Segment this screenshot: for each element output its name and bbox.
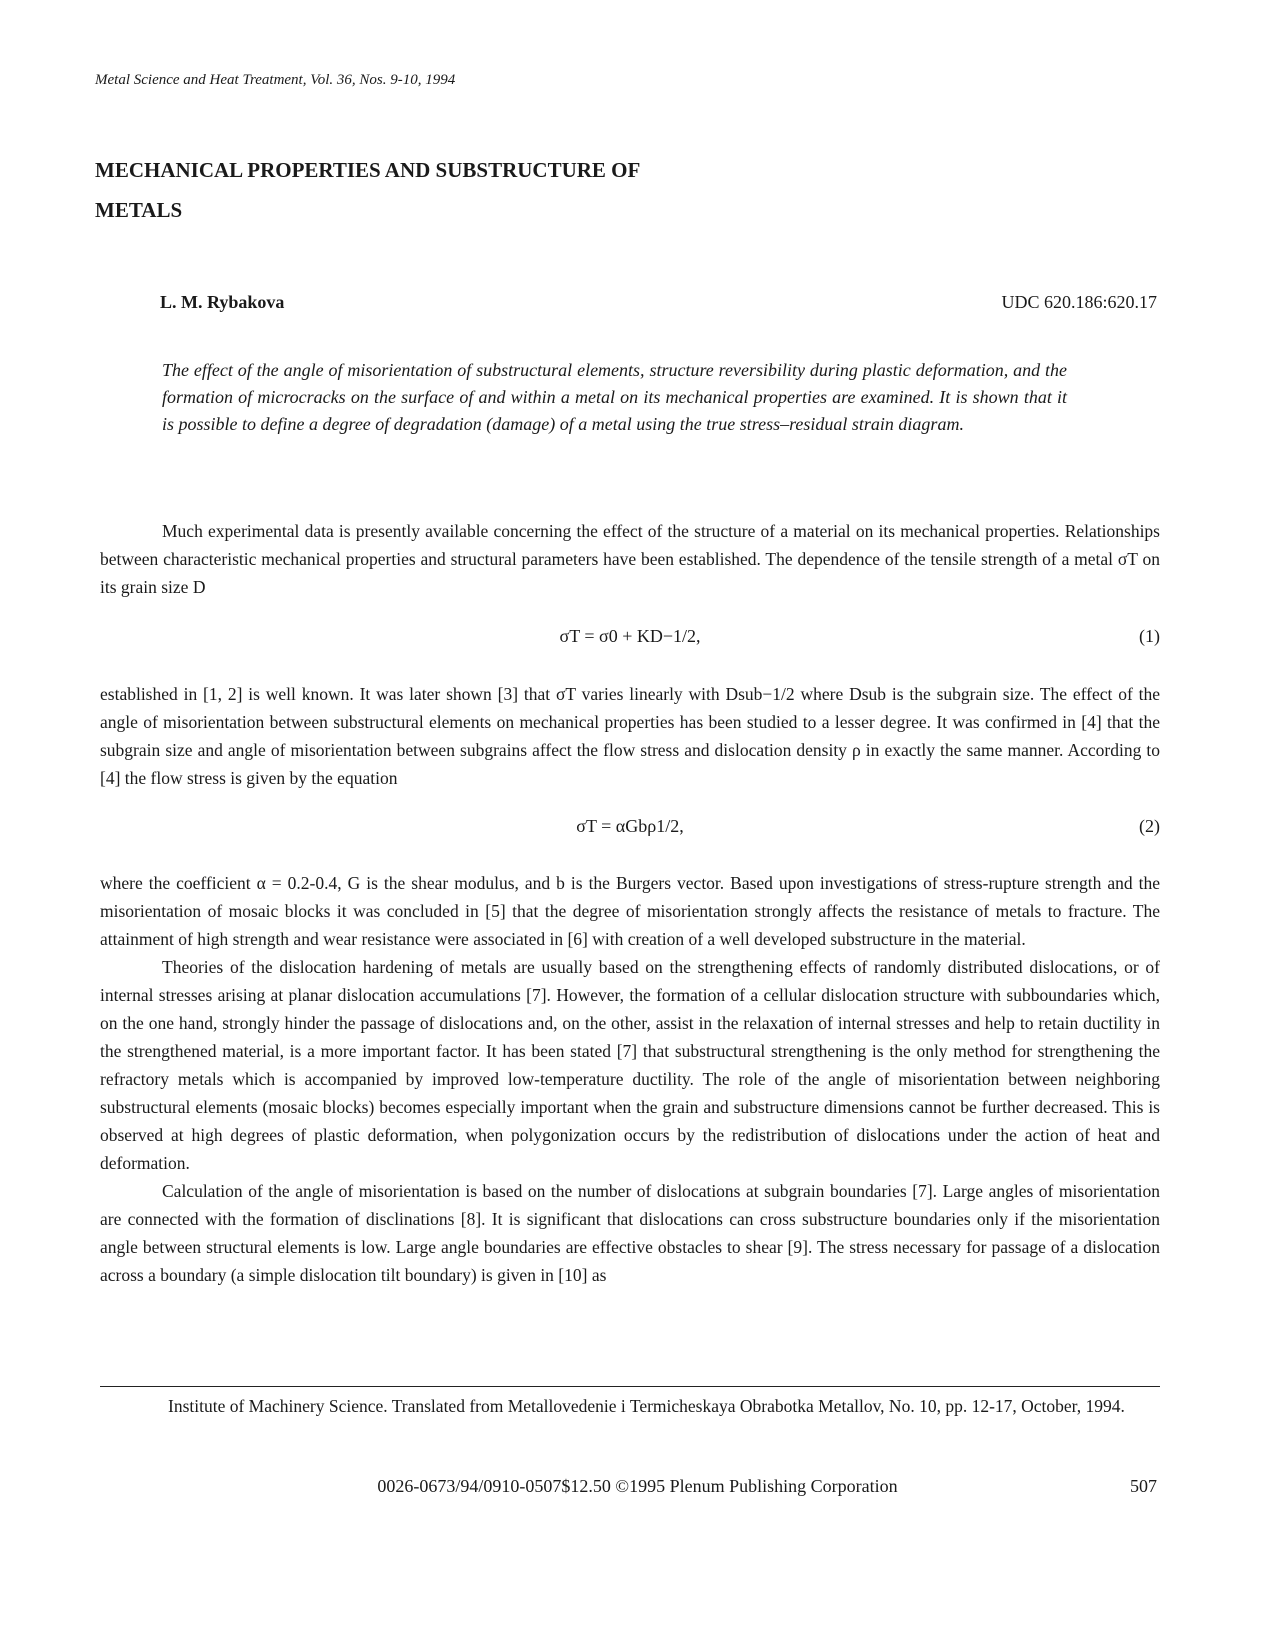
body-section-2 (100, 680, 1160, 792)
journal-header: Metal Science and Heat Treatment, Vol. 36, Nos. 9-10, 1994 (95, 72, 456, 88)
paragraph-3: where the coefficient α = 0.2-0.4, G is the shear modulus, and b is the Burgers vector. Based upon investigations of stress-rupture strength and the misorientation of mosaic blocks it was concluded in [5] that the degree of misorientation strongly affects the resistance of metals to fracture. The attainment of high strength and wear resistance were associated in [6] with creation of a well developed substructure in the material. (100, 873, 1160, 949)
paragraph-5: Calculation of the angle of misorientation is based on the number of dislocations at subgrain boundaries [7]. Large angles of misorientation are connected with the formation of disclinations [8]. It is significant that dislocations can cross substructure boundaries only if the misorientation angle between structural elements is low. Large angle boundaries are effective obstacles to shear [9]. The stress necessary for passage of a dislocation across a boundary (a simple dislocation tilt boundary) is given in [10] as (100, 1181, 1160, 1285)
footnote: Institute of Machinery Science. Translated from Metallovedenie i Termicheskaya Obrabotka Metallov, No. 10, pp. 12-17, October, 1994. (168, 1396, 1125, 1416)
udc-code: UDC 620.186:620.17 (1001, 292, 1157, 312)
equation-1-number: (1) (1139, 626, 1160, 646)
author-name: L. M. Rybakova (160, 292, 285, 312)
equation-2-number: (2) (1139, 816, 1160, 836)
title-line-2: METALS (95, 198, 183, 222)
title-line-1: MECHANICAL PROPERTIES AND SUBSTRUCTURE OF (95, 158, 641, 182)
page-number: 507 (1130, 1476, 1157, 1496)
paragraph-2: established in [1, 2] is well known. It was later shown [3] that σT varies linearly with Dsub−1/2 where Dsub is the subgrain size. The effect of the angle of misorientation between substructural elements on mechanical properties has been studied to a lesser degree. It was confirmed in [4] that the subgrain size and angle of misorientation between subgrains affect the flow stress and dislocation density ρ in exactly the same manner. According to [4] the flow stress is given by the equation (100, 684, 1160, 788)
body-section-1 (100, 517, 1160, 601)
paragraph-1: Much experimental data is presently available concerning the effect of the structure of a material on its mechanical properties. Relationships between characteristic mechanical properties and structural parameters have been established. The dependence of the tensile strength of a metal σT on its grain size D (100, 521, 1160, 597)
equation-2-formula: σT = αGbρ1/2, (576, 816, 684, 836)
copyright-line: 0026-0673/94/0910-0507$12.50 ©1995 Plenum Publishing Corporation (377, 1476, 898, 1496)
equation-1-formula: σT = σ0 + KD−1/2, (559, 626, 701, 646)
footnote-rule (100, 1386, 1160, 1387)
abstract: The effect of the angle of misorientation of substructural elements, structure reversibility during plastic deformation, and the formation of microcracks on the surface of and within a metal on its mechanical properties are examined. It is shown that it is possible to define a degree of degradation (damage) of a metal using the true stress–residual strain diagram. (162, 360, 1067, 434)
body-section-3 (100, 869, 1160, 1289)
article-title (95, 150, 795, 230)
paragraph-4: Theories of the dislocation hardening of metals are usually based on the strengthening effects of randomly distributed dislocations, or of internal stresses arising at planar dislocation accumulations [7]. However, the formation of a cellular dislocation structure with subboundaries which, on the one hand, strongly hinder the passage of dislocations and, on the other, assist in the relaxation of internal stresses and help to retain ductility in the strengthened material, is a more important factor. It has been stated [7] that substructural strengthening is the only method for strengthening the refractory metals which is accompanied by improved low-temperature ductility. The role of the angle of misorientation between neighboring substructural elements (mosaic blocks) becomes especially important when the grain and substructure dimensions cannot be further decreased. This is observed at high degrees of plastic deformation, when polygonization occurs by the redistribution of dislocations under the action of heat and deformation. (100, 957, 1160, 1173)
